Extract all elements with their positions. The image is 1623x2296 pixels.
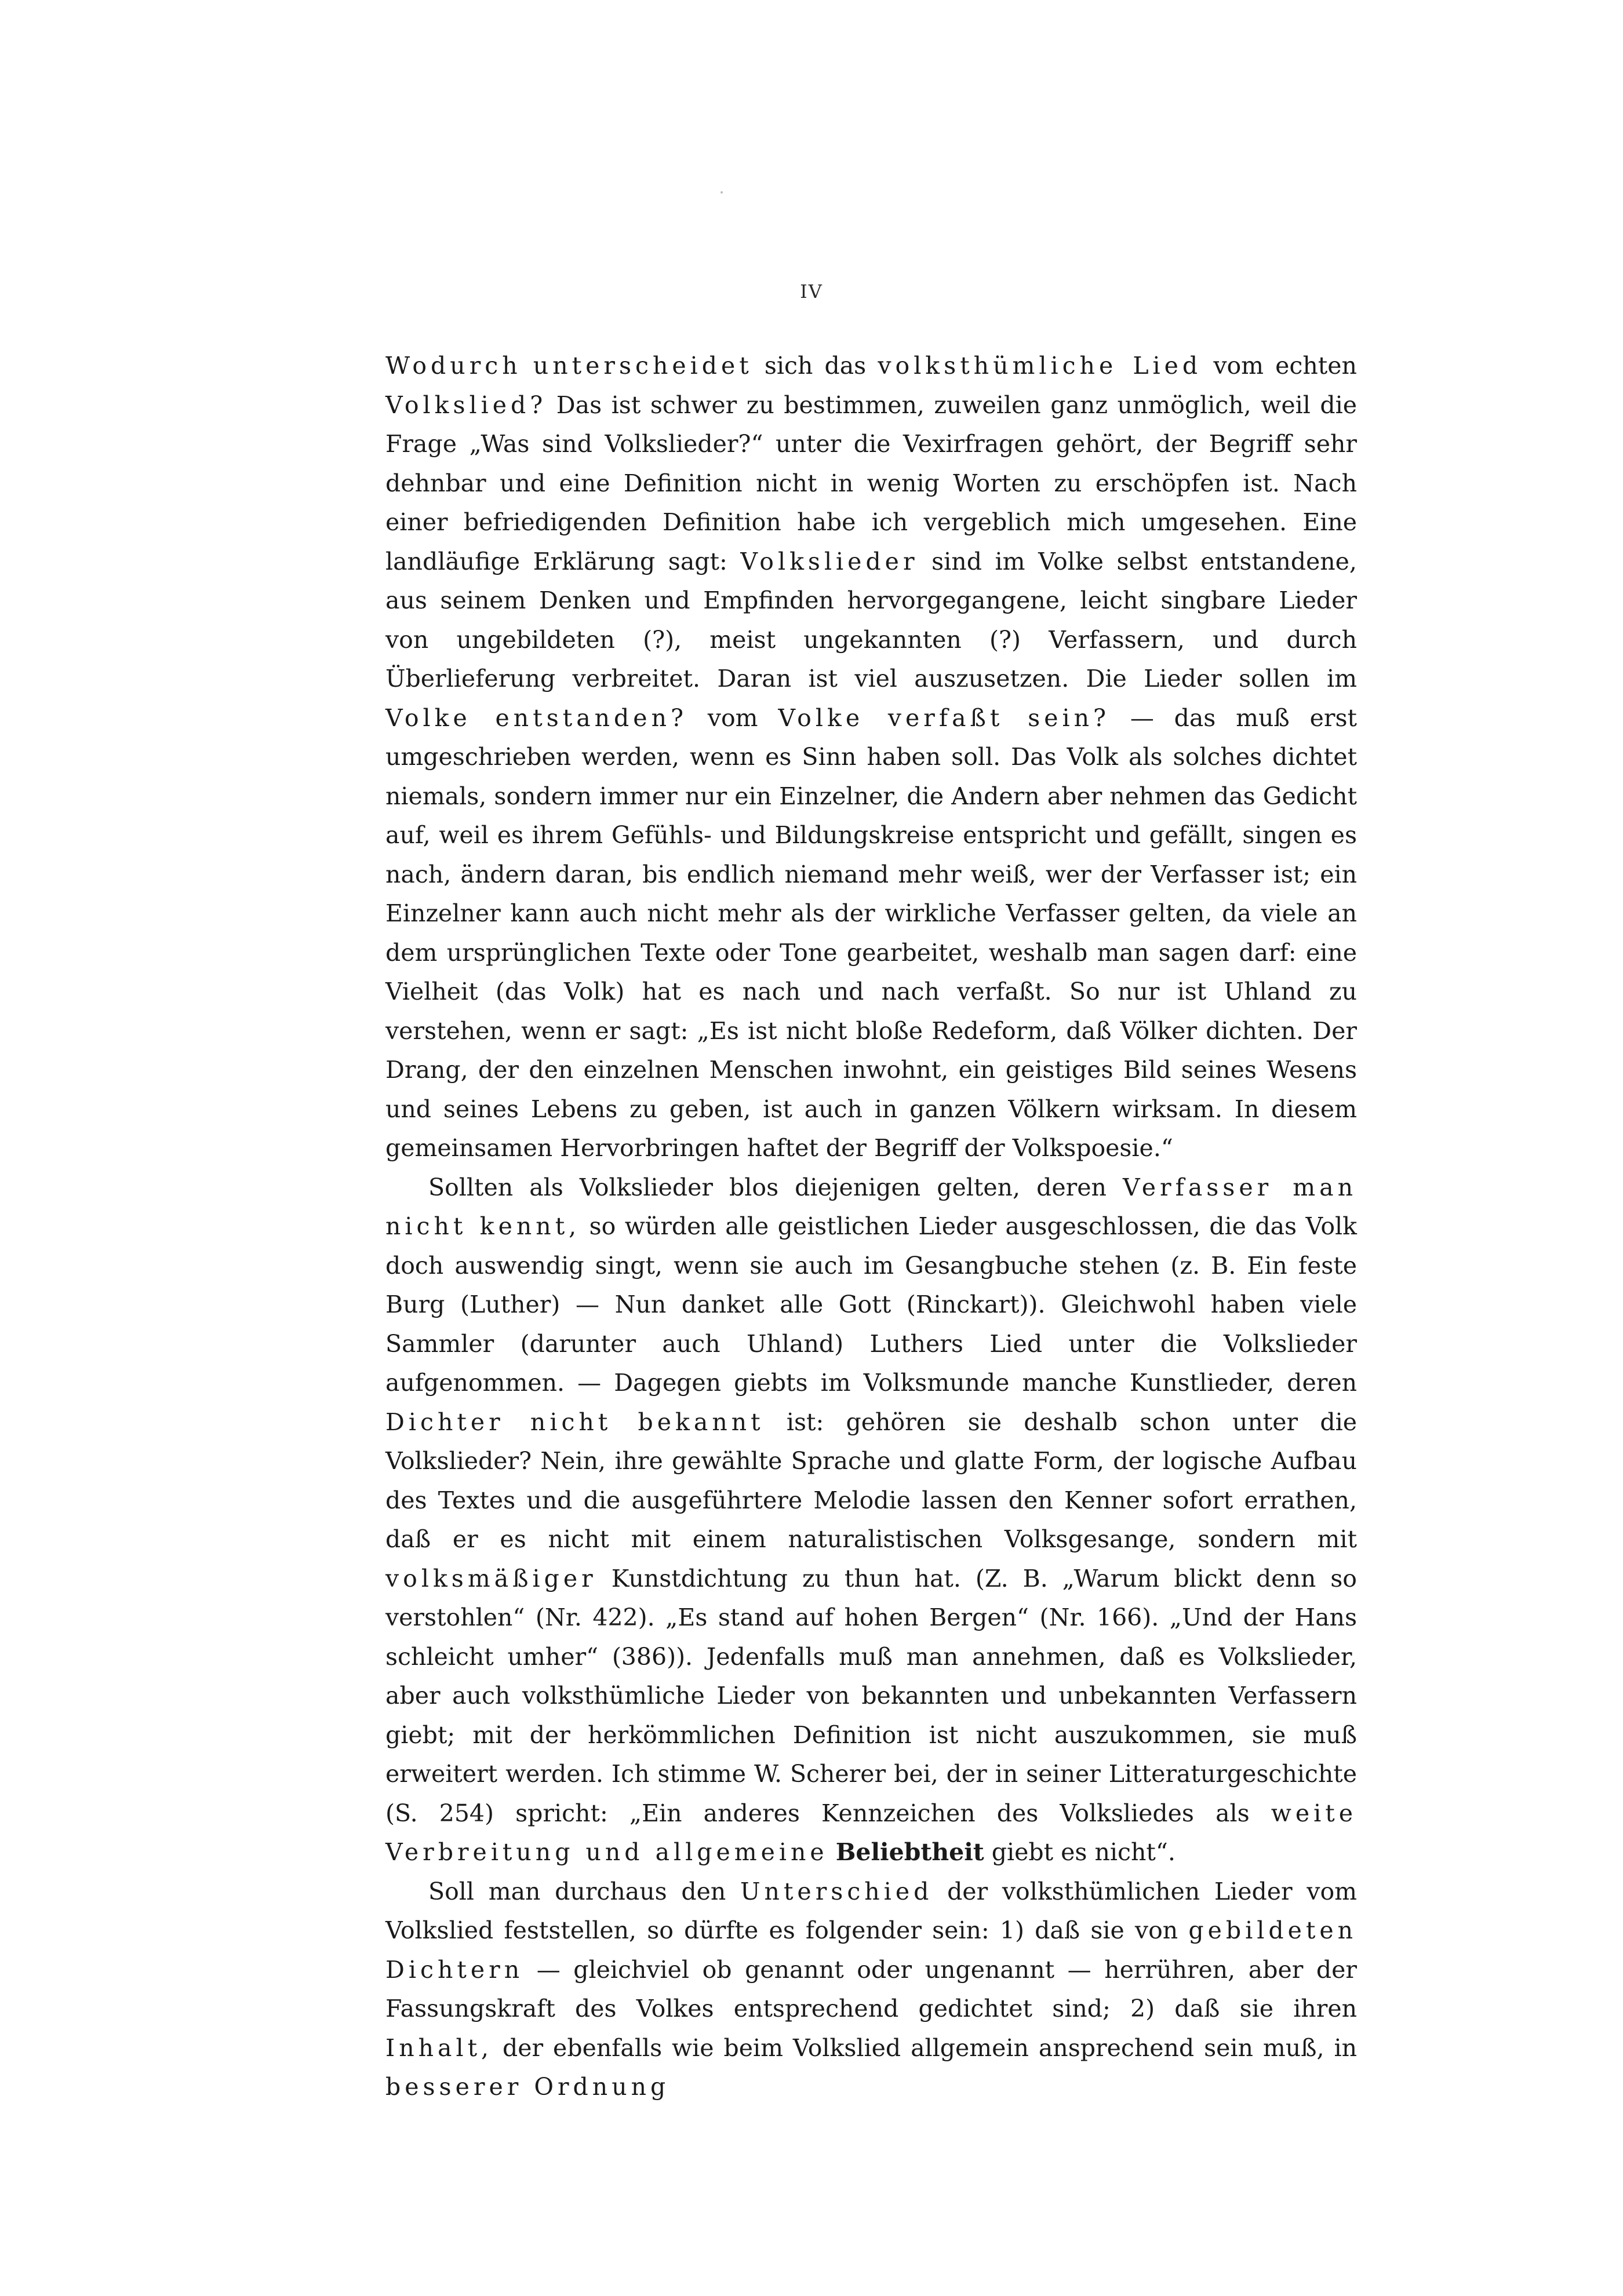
spaced-text: Verfasser man nicht kennt,: [385, 1173, 1357, 1240]
body-text-run: — das muß erst umgeschrieben werden, wenn es Sinn haben soll. Das Volk als solches dichtet niemals, sondern immer nur ein Einzelner, die Andern aber nehmen das Gedicht auf, weil es ihrem Gefühls- und Bildungskreise entspricht und gefällt, singen es nach, ändern daran, bis endlich niemand mehr weiß, wer der Verfasser ist; ein Einzelner kann auch nicht mehr als der wirkliche Verfasser gelten, da viele an dem ursprünglichen Texte oder Tone gearbeitet, weshalb man sagen darf: eine Vielheit (das Volk) hat es nach und nach verfaßt. So nur ist Uhland zu verstehen, wenn er sagt: „Es ist nicht bloße Redeform, daß Völker dichten. Der Drang, der den einzelnen Menschen inwohnt, ein geistiges Bild seines Wesens und seines Lebens zu geben, ist auch in ganzen Völkern wirksam. In diesem gemeinsamen Hervorbringen haftet der Begriff der Volkspoesie.“: [385, 704, 1357, 1162]
spaced-text: besserer Ordnung: [385, 2073, 670, 2101]
body-text-run: vom echten: [1213, 352, 1357, 380]
body-text-run: Das ist schwer zu bestimmen, zuweilen ganz unmöglich, weil die Frage „Was sind Volkslieder?“ unter die Vexirfragen gehört, der Begriff sehr dehnbar und eine Definition nicht in wenig Worten zu erschöpfen ist. Nach einer befriedigenden Definition habe ich vergeblich mich umgesehen. Eine landläufige Erklärung sagt:: [385, 391, 1357, 575]
spaced-text: Unterschied: [740, 1877, 933, 1905]
paragraph-1: [385, 347, 1357, 1168]
spaced-text: Wodurch: [385, 352, 522, 380]
spaced-text: Volke entstanden?: [385, 704, 687, 732]
spaced-text: Volkslieder: [740, 547, 919, 575]
spaced-text: Inhalt,: [385, 2033, 493, 2062]
body-text-run: der ebenfalls wie beim Volkslied allgemein ansprechend sein muß, in: [503, 2033, 1357, 2062]
body-text-run: Kunstdichtung zu thun hat. (Z. B. „Warum blickt denn so verstohlen“ (Nr. 422). „Es stand auf hohen Bergen“ (Nr. 166). „Und der Hans schleicht umher“ (386)). Jedenfalls muß man annehmen, daß es Volkslieder, aber auch volksthümliche Lieder von bekannten und unbekannten Verfassern giebt; mit der herkömmlichen Definition ist nicht auszukommen, sie muß erweitert werden. Ich stimme W. Scherer bei, der in seiner Litteraturgeschichte (S. 254) spricht: „Ein anderes Kennzeichen des Volksliedes als: [385, 1564, 1357, 1827]
spaced-text: Volkslied?: [385, 391, 547, 419]
body-text-run: sind im Volke selbst entstandene, aus seinem Denken und Empfinden hervorgegangene, leicht singbare Lieder von ungebildeten (?), meist ungekannten (?) Verfassern, und durch Überlieferung verbreitet. Daran ist viel auszusetzen. Die Lieder sollen im: [385, 547, 1357, 693]
paragraph-3: [385, 1872, 1357, 2107]
body-text-run: ist: gehören sie deshalb schon unter die Volkslieder? Nein, ihre gewählte Sprache und glatte Form, der logische Aufbau des Textes und die ausgeführtere Melodie lassen den Kenner sofort errathen, daß er es nicht mit einem naturalistischen Volksgesange, sondern mit: [385, 1408, 1357, 1553]
body-text-run: so würden alle geistlichen Lieder ausgeschlossen, die das Volk doch auswendig singt, wenn sie auch im Gesangbuche stehen (z. B. Ein feste Burg (Luther) — Nun danket alle Gott (Rinckart)). Gleichwohl haben viele Sammler (darunter auch Uhland) Luthers Lied unter die Volkslieder aufgenommen. — Dagegen giebts im Volksmunde manche Kunstlieder, deren: [385, 1212, 1357, 1397]
body-text: [385, 347, 1357, 2107]
spaced-text: Dichter nicht bekannt: [385, 1408, 765, 1436]
paragraph-2: [385, 1168, 1357, 1872]
spaced-text: weite Verbreitung und allgemeine: [385, 1799, 1357, 1866]
page-number: IV: [800, 280, 823, 303]
scan-speck: [720, 191, 723, 194]
spaced-text: volksmäßiger: [385, 1564, 597, 1592]
body-text-run: Sollten als Volkslieder blos diejenigen gelten, deren: [428, 1173, 1107, 1201]
body-text-run: vom: [707, 704, 758, 732]
spaced-text: volksthümliche Lied: [878, 352, 1202, 380]
body-text-run: — gleichviel ob genannt oder ungenannt — herrühren, aber der Fassungskraft des Volkes entsprechend gedichtet sind; 2) daß sie ihren: [385, 1955, 1357, 2022]
body-text-run: der volksthümlichen Lieder vom Volkslied feststellen, so dürfte es folgender sein: 1) daß sie von: [385, 1877, 1357, 1944]
body-text-run: giebt es nicht“.: [991, 1838, 1176, 1866]
bold-text: Beliebtheit: [835, 1838, 984, 1866]
body-text-run: Soll man durchaus den: [428, 1877, 726, 1905]
body-text-run: sich das: [764, 352, 867, 380]
spaced-text: gebildeten Dichtern: [385, 1916, 1357, 1984]
spaced-text: unterscheidet: [533, 352, 753, 380]
spaced-text: Volke verfaßt sein?: [778, 704, 1110, 732]
